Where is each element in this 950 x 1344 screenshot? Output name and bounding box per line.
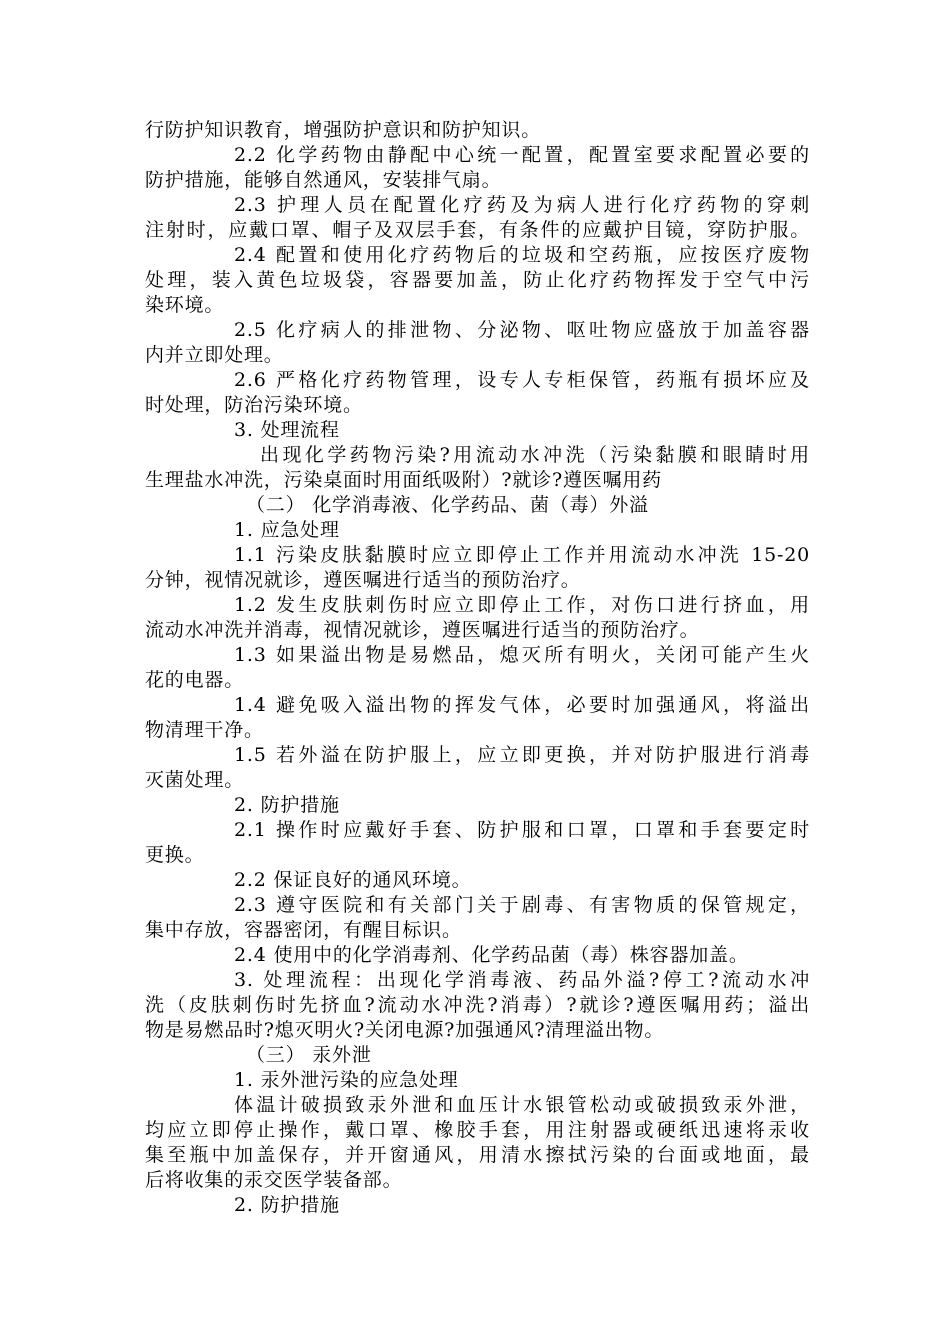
text-line: 2.6 严格化疗药物管理，设专人专柜保管，药瓶有损坏应及 [234, 369, 810, 391]
text-line: 注射时，应戴口罩、帽子及双层手套，有条件的应戴护目镜，穿防护服。 [145, 219, 810, 241]
text-line: 物是易燃品时?熄灭明火?关闭电源?加强通风?清理溢出物。 [145, 1019, 665, 1041]
text-line: 灭菌处理。 [145, 769, 245, 791]
text-line: 集中存放，容器密闭，有醒目标识。 [145, 919, 462, 941]
text-line: 2.3 护理人员在配置化疗药及为病人进行化疗药物的穿刺 [234, 194, 810, 216]
text-line: 1.5 若外溢在防护服上，应立即更换，并对防护服进行消毒 [234, 744, 810, 766]
section-heading: 1. 汞外泄污染的应急处理 [234, 1069, 459, 1091]
text-line: 3. 处理流程：出现化学消毒液、药品外溢?停工?流动水冲 [234, 969, 810, 991]
text-line: 均应立即停止操作，戴口罩、橡胶手套，用注射器或硬纸迅速将汞收 [145, 1119, 810, 1141]
text-line: 2.4 配置和使用化疗药物后的垃圾和空药瓶，应按医疗废物 [234, 244, 810, 266]
document-page [145, 118, 810, 1218]
text-line: 2.5 化疗病人的排泄物、分泌物、呕吐物应盛放于加盖容器 [234, 319, 810, 341]
text-line: 染环境。 [145, 294, 225, 316]
text-line: 生理盐水冲洗，污染桌面时用面纸吸附）?就诊?遵医嘱用药 [145, 469, 662, 491]
text-line: 后将收集的汞交医学装备部。 [145, 1169, 403, 1191]
text-line: 出现化学药物污染?用流动水冲洗（污染黏膜和眼睛时用 [260, 444, 810, 466]
text-line: 2.1 操作时应戴好手套、防护服和口罩，口罩和手套要定时 [234, 819, 810, 841]
text-line: 体温计破损致汞外泄和血压计水银管松动或破损致汞外泄， [234, 1094, 810, 1116]
text-line: 流动水冲洗并消毒，视情况就诊，遵医嘱进行适当的预防治疗。 [145, 619, 700, 641]
text-line: 行防护知识教育，增强防护意识和防护知识。 [145, 119, 542, 141]
text-line: 1.3 如果溢出物是易燃品，熄灭所有明火，关闭可能产生火 [234, 644, 810, 666]
text-line: 2.2 化学药物由静配中心统一配置，配置室要求配置必要的 [234, 144, 810, 166]
text-line: 时处理，防治污染环境。 [145, 394, 363, 416]
text-line: 物清理干净。 [145, 719, 264, 741]
section-heading: （二） 化学消毒液、化学药品、菌（毒）外溢 [246, 494, 649, 516]
text-line: 集至瓶中加盖保存，并开窗通风，用清水擦拭污染的台面或地面，最 [145, 1144, 810, 1166]
text-line: 2.2 保证良好的通风环境。 [234, 869, 472, 891]
section-heading: （三） 汞外泄 [246, 1044, 372, 1066]
text-line: 内并立即处理。 [145, 344, 284, 366]
text-line: 处理，装入黄色垃圾袋，容器要加盖，防止化疗药物挥发于空气中污 [145, 269, 810, 291]
section-heading: 2. 防护措施 [234, 1194, 340, 1216]
text-line: 1.2 发生皮肤刺伤时应立即停止工作，对伤口进行挤血，用 [234, 594, 810, 616]
text-line: 更换。 [145, 844, 205, 866]
section-heading: 2. 防护措施 [234, 794, 340, 816]
text-line: 1.1 污染皮肤黏膜时应立即停止工作并用流动水冲洗 15-20 [234, 544, 810, 566]
text-line: 洗（皮肤刺伤时先挤血?流动水冲洗?消毒）?就诊?遵医嘱用药；溢出 [145, 994, 810, 1016]
text-line: 1.4 避免吸入溢出物的挥发气体，必要时加强通风，将溢出 [234, 694, 810, 716]
text-line: 花的电器。 [145, 669, 245, 691]
text-line: 2.4 使用中的化学消毒剂、化学药品菌（毒）株容器加盖。 [234, 944, 749, 966]
text-line: 分钟，视情况就诊，遵医嘱进行适当的预防治疗。 [145, 569, 581, 591]
text-line: 防护措施，能够自然通风，安装排气扇。 [145, 169, 502, 191]
section-heading: 3. 处理流程 [234, 419, 340, 441]
text-line: 2.3 遵守医院和有关部门关于剧毒、有害物质的保管规定， [234, 894, 810, 916]
section-heading: 1. 应急处理 [234, 519, 340, 541]
